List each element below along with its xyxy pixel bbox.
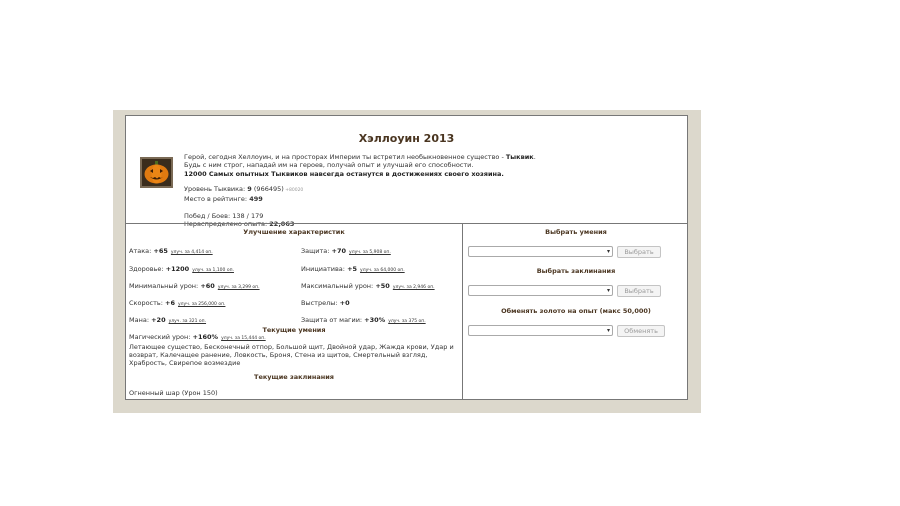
upgrade-magic-defense-link[interactable]: улуч. за 375 оп. xyxy=(388,319,426,324)
upgrade-max-damage-link[interactable]: улуч. за 2,946 оп. xyxy=(392,285,435,290)
level-label: Уровень Тыквика: xyxy=(184,185,248,193)
current-skills-header: Текущие умения xyxy=(262,326,326,334)
stat-label: Инициатива: xyxy=(301,265,348,273)
choose-skill-header: Выбрать умения xyxy=(545,228,607,236)
unspent-exp-value: 22,063 xyxy=(269,220,295,229)
level-exp-gain: +80020 xyxy=(283,188,304,193)
intro-line1-end: . xyxy=(533,153,536,161)
intro-line1: Герой, сегодня Хеллоуин, и на просторах Империи ты встретил необыкновенное существо - xyxy=(184,153,506,161)
stat-value: +5 xyxy=(347,265,358,273)
stat-row-magic-damage xyxy=(129,333,266,341)
upgrade-health-link[interactable]: улуч. за 1,100 оп. xyxy=(192,268,234,273)
stat-value: +30% xyxy=(364,316,386,324)
stat-row-health xyxy=(129,265,234,273)
stat-label: Здоровье: xyxy=(129,265,166,273)
intro-line2: Будь с ним строг, нападай им на героев, получай опыт и улучшай его способности. xyxy=(184,161,474,170)
upgrade-attack-link[interactable]: улуч. за 4,414 оп. xyxy=(170,250,213,255)
stat-row-mana xyxy=(129,316,206,324)
rank-value: 499 xyxy=(249,195,263,204)
chevron-down-icon: ▾ xyxy=(606,327,610,334)
rank-label: Место в рейтинге: xyxy=(184,195,250,204)
upgrade-initiative-link[interactable]: улуч. за 64,000 оп. xyxy=(360,268,405,273)
choose-spell-select[interactable] xyxy=(468,285,613,296)
exchange-header: Обменять золото на опыт (макс 50,000) xyxy=(501,307,651,315)
choose-spell-button[interactable]: Выбрать xyxy=(617,285,661,297)
stat-value: +50 xyxy=(375,282,390,290)
upgrade-header: Улучшение характеристик xyxy=(243,228,345,236)
stat-label: Скорость: xyxy=(129,299,165,307)
stat-row-initiative xyxy=(301,265,405,273)
exchange-button[interactable]: Обменять xyxy=(617,325,665,337)
stat-value: +70 xyxy=(331,247,347,255)
stat-label: Мана: xyxy=(129,316,152,324)
upgrade-mana-link[interactable]: улуч. за 321 оп. xyxy=(168,319,207,324)
stat-row-shots xyxy=(301,299,350,307)
stat-value: +65 xyxy=(153,247,168,255)
current-spells-text: Огненный шар (Урон 150) xyxy=(129,389,218,397)
stat-label: Минимальный урон: xyxy=(129,282,201,290)
wins-battles: Побед / Боев: 138 / 179 xyxy=(184,211,264,220)
stat-row-min-damage xyxy=(129,282,260,290)
current-skills-text: Летающее существо, Бесконечный отпор, Большой щит, Двойной удар, Жажда крови, Удар и возврат, Калечащее ранение, Ловкость, Броня, Стена из щитов, Смертельный взгляд, Храбрость, Свирепое возмездие xyxy=(129,343,454,368)
upgrade-magic-damage-link[interactable]: улуч. за 15,444 оп. xyxy=(221,336,266,341)
stat-value: +160% xyxy=(192,333,219,341)
tykvik-panel xyxy=(125,115,688,400)
upgrade-min-damage-link[interactable]: улуч. за 3,299 оп. xyxy=(217,285,260,290)
stat-value: +60 xyxy=(200,282,215,290)
stat-row-defense xyxy=(301,247,391,255)
stat-label: Защита от магии: xyxy=(301,316,365,324)
level-exp: (966495) xyxy=(251,185,284,193)
choose-skill-button[interactable]: Выбрать xyxy=(617,246,661,258)
choose-spell-header: Выбрать заклинания xyxy=(536,267,616,275)
stat-row-max-damage xyxy=(301,282,435,290)
stat-label: Магический урон: xyxy=(129,333,193,341)
stat-value: +1200 xyxy=(165,265,190,273)
stat-value: +6 xyxy=(165,299,175,307)
stat-label: Максимальный урон: xyxy=(301,282,376,290)
upgrade-defense-link[interactable]: улуч. за 5,908 оп. xyxy=(349,250,391,255)
pumpkin-icon xyxy=(140,157,173,188)
section-divider xyxy=(126,223,687,224)
stat-row-magic-defense xyxy=(301,316,426,324)
upgrade-speed-link[interactable]: улуч. за 256,000 оп. xyxy=(177,302,226,307)
stat-row-speed xyxy=(129,299,225,307)
stat-value: +0 xyxy=(339,299,350,307)
stat-row-attack xyxy=(129,247,213,255)
chevron-down-icon: ▾ xyxy=(606,287,610,294)
choose-skill-select[interactable] xyxy=(468,246,613,257)
stat-label: Защита: xyxy=(301,247,332,255)
stat-label: Атака: xyxy=(129,247,154,255)
exchange-select[interactable] xyxy=(468,325,613,336)
stat-value: +20 xyxy=(151,316,166,324)
intro-text xyxy=(184,153,654,178)
page-frame xyxy=(113,110,701,413)
intro-line3: 12000 Самых опытных Тыквиков навсегда останутся в достижениях своего хозяина. xyxy=(184,169,504,178)
stat-label: Выстрелы: xyxy=(301,299,340,307)
current-spells-header: Текущие заклинания xyxy=(254,373,334,381)
page-title: Хэллоуин 2013 xyxy=(358,132,455,145)
level-value: 9 xyxy=(247,185,252,193)
chevron-down-icon: ▾ xyxy=(606,248,610,255)
creature-name: Тыквик xyxy=(505,153,534,161)
unspent-exp-label: Нераспределено опыта: xyxy=(184,220,270,229)
